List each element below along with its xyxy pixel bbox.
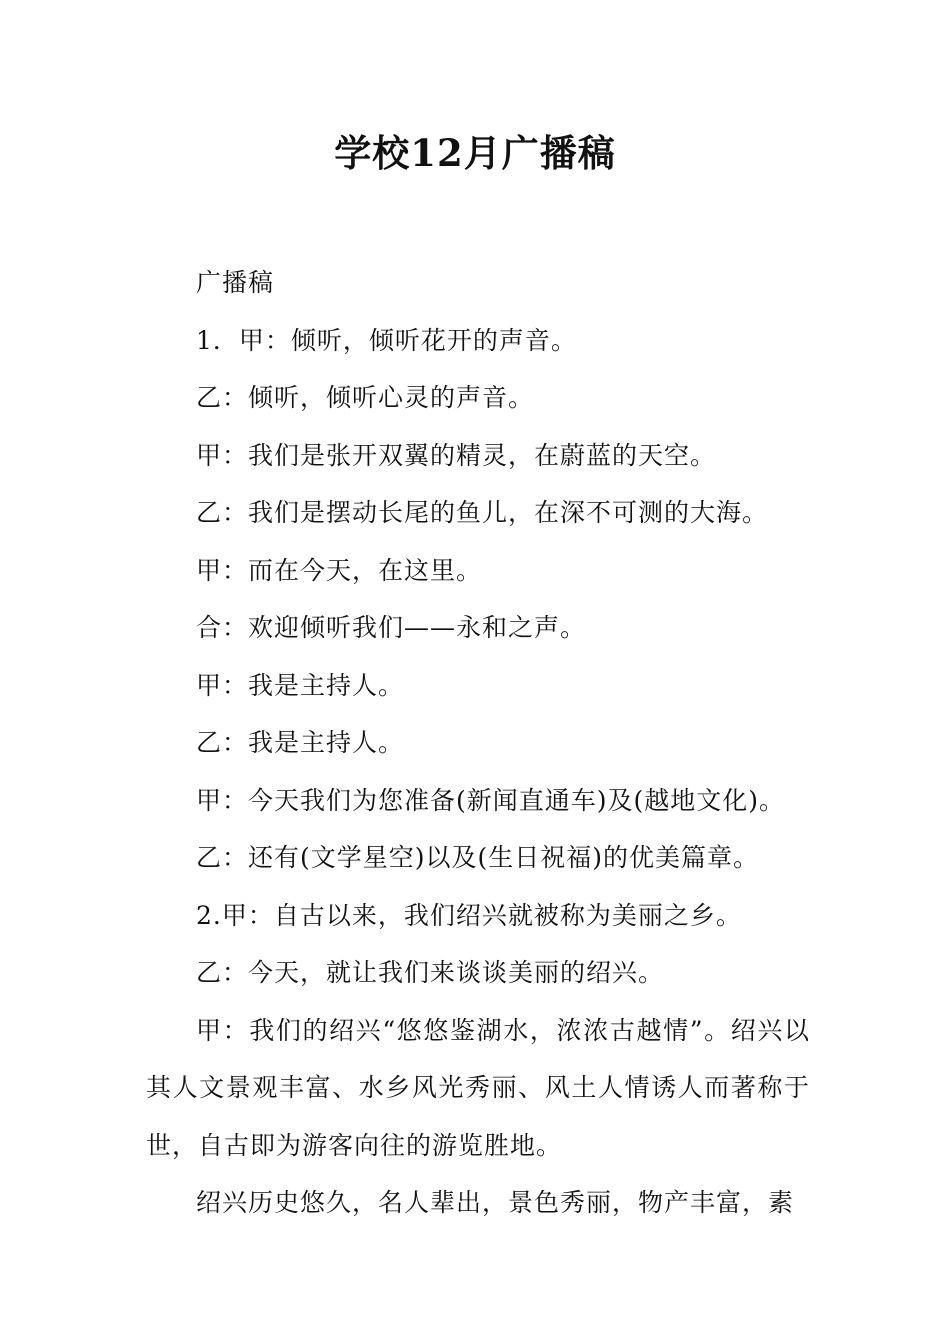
paragraph: 乙：还有(文学星空)以及(生日祝福)的优美篇章。 xyxy=(196,843,760,872)
paragraph: 合：欢迎倾听我们——永和之声。 xyxy=(196,613,587,642)
paragraph: 广播稿 xyxy=(196,268,275,297)
paragraph: 乙：倾听，倾听心灵的声音。 xyxy=(196,383,535,412)
paragraph: 甲：我们是张开双翼的精灵，在蔚蓝的天空。 xyxy=(196,440,717,470)
paragraph: 甲：今天我们为您准备(新闻直通车)及(越地文化)。 xyxy=(196,785,786,815)
paragraph: 1．甲：倾听，倾听花开的声音。 xyxy=(196,325,577,355)
paragraph: 甲：我是主持人。 xyxy=(196,670,405,700)
paragraph: 2.甲：自古以来，我们绍兴就被称为美丽之乡。 xyxy=(196,900,742,930)
paragraph: 甲：而在今天，在这里。 xyxy=(196,555,483,585)
document-title: 学校12月广播稿 xyxy=(334,131,616,175)
document-body xyxy=(146,254,810,1232)
paragraph: 绍兴历史悠久，名人辈出，景色秀丽，物产丰富，素 xyxy=(196,1188,795,1217)
paragraph: 乙：我是主持人。 xyxy=(196,728,405,757)
paragraph: 乙：今天，就让我们来谈谈美丽的绍兴。 xyxy=(196,958,665,987)
paragraph: 甲：我们的绍兴“悠悠鉴湖水，浓浓古越情”。绍兴以其人文景观丰富、水乡风光秀丽、风土人情诱人而著称于世，自古即为游客向往的游览胜地。 xyxy=(146,1015,810,1160)
paragraph: 乙：我们是摆动长尾的鱼儿，在深不可测的大海。 xyxy=(196,498,769,527)
